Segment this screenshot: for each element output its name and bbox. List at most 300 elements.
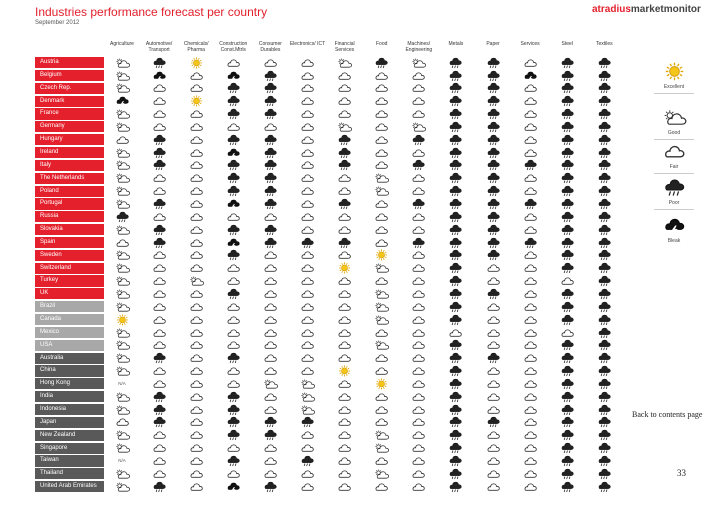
country-label: Czech Rep. (35, 83, 104, 94)
rain-cloud-icon (438, 417, 474, 428)
cloud-icon (364, 275, 400, 286)
storm-cloud-icon (512, 70, 548, 81)
cloud-icon (178, 83, 214, 94)
back-to-contents-link[interactable]: Back to contents page (632, 410, 703, 419)
cloud-icon (290, 57, 326, 68)
rain-cloud-icon (549, 430, 585, 441)
cloud-icon (512, 430, 548, 441)
rain-cloud-icon (438, 198, 474, 209)
rain-cloud-icon (215, 173, 251, 184)
sun-cloud-icon (104, 57, 140, 68)
rain-cloud-icon (438, 160, 474, 171)
cloud-icon (475, 314, 511, 325)
cloud-icon (401, 455, 437, 466)
rain-cloud-icon (141, 481, 177, 492)
cloud-icon (512, 378, 548, 389)
rain-cloud-icon (438, 288, 474, 299)
sun-cloud-icon (104, 340, 140, 351)
cloud-icon (512, 121, 548, 132)
country-label: Ireland (35, 147, 104, 158)
rain-cloud-icon (215, 108, 251, 119)
cloud-icon (252, 353, 288, 364)
country-label: Spain (35, 237, 104, 248)
cloud-icon (401, 404, 437, 415)
rain-cloud-icon (141, 198, 177, 209)
rain-cloud-icon (586, 198, 622, 209)
rain-cloud-icon (586, 327, 622, 338)
cloud-icon (327, 443, 363, 454)
sun-cloud-icon (104, 391, 140, 402)
rain-cloud-icon (141, 57, 177, 68)
cloud-icon (252, 340, 288, 351)
rain-cloud-icon (141, 134, 177, 145)
cloud-icon (215, 365, 251, 376)
sun-cloud-icon (104, 353, 140, 364)
cloud-icon (327, 288, 363, 299)
rain-cloud-icon (438, 455, 474, 466)
cloud-icon (475, 391, 511, 402)
rain-cloud-icon (549, 250, 585, 261)
storm-cloud-icon (215, 147, 251, 158)
rain-cloud-icon (401, 237, 437, 248)
cloud-icon (475, 263, 511, 274)
cloud-icon (178, 340, 214, 351)
rain-cloud-icon (586, 108, 622, 119)
cloud-icon (364, 160, 400, 171)
legend-divider (654, 209, 694, 210)
rain-cloud-icon (586, 160, 622, 171)
cloud-icon (178, 134, 214, 145)
sun-cloud-icon (364, 288, 400, 299)
cloud-icon (290, 365, 326, 376)
cloud-icon (290, 314, 326, 325)
rain-cloud-icon (438, 173, 474, 184)
cloud-icon (512, 468, 548, 479)
cloud-icon (512, 443, 548, 454)
sun-cloud-icon (364, 186, 400, 197)
rain-cloud-icon (141, 147, 177, 158)
rain-cloud-icon (141, 353, 177, 364)
cloud-icon (252, 275, 288, 286)
rain-cloud-icon (549, 263, 585, 274)
sun-cloud-icon (104, 468, 140, 479)
cloud-icon (401, 468, 437, 479)
cloud-icon (141, 327, 177, 338)
cloud-icon (475, 301, 511, 312)
cloud-icon (512, 391, 548, 402)
cloud-icon (475, 327, 511, 338)
cloud-icon (549, 275, 585, 286)
cloud-icon (178, 391, 214, 402)
rain-cloud-icon (215, 250, 251, 261)
rain-cloud-icon (586, 224, 622, 235)
cloud-icon (401, 108, 437, 119)
rain-cloud-icon (549, 173, 585, 184)
rain-cloud-icon (438, 391, 474, 402)
cloud-icon (215, 327, 251, 338)
rain-cloud-icon (586, 378, 622, 389)
cloud-icon (364, 108, 400, 119)
country-label: Australia (35, 353, 104, 364)
rain-cloud-icon (549, 288, 585, 299)
rain-cloud-icon (364, 57, 400, 68)
sun-icon (178, 96, 214, 107)
cloud-icon (401, 327, 437, 338)
cloud-icon (178, 250, 214, 261)
country-label: Austria (35, 57, 104, 68)
cloud-icon (512, 353, 548, 364)
cloud-icon (327, 353, 363, 364)
rain-cloud-icon (438, 134, 474, 145)
cloud-icon (290, 250, 326, 261)
page-number: 33 (677, 468, 686, 478)
storm-cloud-icon (104, 96, 140, 107)
rain-cloud-icon (438, 70, 474, 81)
rain-cloud-icon (327, 160, 363, 171)
country-label: Taiwan (35, 455, 104, 466)
sun-cloud-icon (104, 275, 140, 286)
rain-cloud-icon (549, 378, 585, 389)
sun-cloud-icon (104, 160, 140, 171)
cloud-icon (252, 468, 288, 479)
rain-cloud-icon (438, 301, 474, 312)
rain-cloud-icon (475, 186, 511, 197)
sun-cloud-icon (290, 404, 326, 415)
rain-cloud-icon (549, 365, 585, 376)
cloud-icon (475, 430, 511, 441)
cloud-icon (290, 327, 326, 338)
cloud-icon (252, 250, 288, 261)
rain-cloud-icon (475, 57, 511, 68)
cloud-icon (364, 224, 400, 235)
rain-cloud-icon (215, 186, 251, 197)
cloud-icon (290, 443, 326, 454)
country-label: Japan (35, 417, 104, 428)
rain-cloud-icon (549, 147, 585, 158)
country-label: Slovakia (35, 224, 104, 235)
legend-divider (654, 139, 694, 140)
industry-header: Steel (561, 41, 573, 47)
rain-cloud-icon (475, 160, 511, 171)
cloud-icon (512, 134, 548, 145)
cloud-icon (178, 468, 214, 479)
rain-cloud-icon (252, 70, 288, 81)
sun-cloud-icon (290, 378, 326, 389)
cloud-icon (178, 481, 214, 492)
rain-cloud-icon (586, 443, 622, 454)
storm-cloud-icon (215, 198, 251, 209)
cloud-icon (327, 83, 363, 94)
cloud-icon (512, 327, 548, 338)
rain-cloud-icon (475, 211, 511, 222)
cloud-icon (290, 468, 326, 479)
cloud-icon (290, 275, 326, 286)
cloud-icon (290, 186, 326, 197)
sun-cloud-icon (364, 263, 400, 274)
rain-cloud-icon (438, 250, 474, 261)
rain-cloud-icon (252, 237, 288, 248)
na-label: N/A (118, 381, 126, 387)
cloud-icon (178, 211, 214, 222)
page-title: Industries performance forecast per country (35, 5, 268, 19)
cloud-icon (327, 417, 363, 428)
rain-cloud-icon (215, 417, 251, 428)
rain-cloud-icon (290, 455, 326, 466)
cloud-icon (141, 365, 177, 376)
rain-cloud-icon (438, 108, 474, 119)
cloud-icon (252, 263, 288, 274)
cloud-icon (475, 340, 511, 351)
cloud-icon (401, 211, 437, 222)
rain-cloud-icon (549, 224, 585, 235)
logo-rest: marketmonitor (630, 4, 701, 15)
rain-cloud-icon (586, 430, 622, 441)
cloud-icon (141, 340, 177, 351)
sun-cloud-icon (290, 391, 326, 402)
cloud-icon (290, 134, 326, 145)
rain-cloud-icon (475, 250, 511, 261)
cloud-icon (512, 417, 548, 428)
country-label: France (35, 108, 104, 119)
cloud-icon (252, 57, 288, 68)
cloud-icon (512, 147, 548, 158)
rain-cloud-icon (586, 365, 622, 376)
cloud-icon (290, 121, 326, 132)
rain-cloud-icon (549, 314, 585, 325)
cloud-icon (290, 263, 326, 274)
rain-cloud-icon (586, 83, 622, 94)
legend-label: Fair (669, 164, 679, 170)
cloud-icon (252, 365, 288, 376)
rain-cloud-icon (327, 237, 363, 248)
cloud-icon (512, 404, 548, 415)
logo-bold: atradius (592, 4, 631, 15)
rain-cloud-icon (586, 211, 622, 222)
cloud-icon (401, 365, 437, 376)
cloud-icon (141, 301, 177, 312)
cloud-icon (252, 455, 288, 466)
sun-cloud-icon (104, 430, 140, 441)
rain-cloud-icon (438, 404, 474, 415)
cloud-icon (364, 83, 400, 94)
country-label: Denmark (35, 96, 104, 107)
rain-cloud-icon (586, 391, 622, 402)
rain-cloud-icon (549, 481, 585, 492)
cloud-icon (401, 147, 437, 158)
country-label: Thailand (35, 468, 104, 479)
cloud-icon (512, 108, 548, 119)
country-label: The Netherlands (35, 173, 104, 184)
rain-cloud-icon (586, 301, 622, 312)
cloud-icon (178, 160, 214, 171)
country-label: New Zealand (35, 430, 104, 441)
rain-cloud-icon (475, 108, 511, 119)
cloud-icon (401, 186, 437, 197)
rain-cloud-icon (475, 173, 511, 184)
rain-cloud-icon (475, 96, 511, 107)
rain-cloud-icon (549, 417, 585, 428)
cloud-icon (475, 378, 511, 389)
cloud-icon (512, 275, 548, 286)
sun-icon (327, 365, 363, 376)
rain-cloud-icon (438, 275, 474, 286)
cloud-icon (290, 340, 326, 351)
rain-cloud-icon (475, 121, 511, 132)
rain-cloud-icon (252, 96, 288, 107)
storm-cloud-icon (215, 70, 251, 81)
cloud-icon (104, 134, 140, 145)
sun-cloud-icon (104, 288, 140, 299)
rain-cloud-icon (549, 70, 585, 81)
cloud-icon (141, 96, 177, 107)
rain-cloud-icon (586, 250, 622, 261)
country-label: Turkey (35, 275, 104, 286)
cloud-icon (512, 314, 548, 325)
cloud-icon (252, 443, 288, 454)
rain-cloud-icon (438, 83, 474, 94)
sun-icon (364, 250, 400, 261)
industry-header: Electronics/ ICT (289, 41, 326, 47)
sun-icon (327, 263, 363, 274)
rain-cloud-icon (586, 353, 622, 364)
rain-cloud-icon (252, 134, 288, 145)
cloud-icon (178, 417, 214, 428)
rain-cloud-icon (252, 198, 288, 209)
cloud-icon (401, 275, 437, 286)
legend-divider (654, 93, 694, 94)
rain-cloud-icon (401, 160, 437, 171)
rain-cloud-icon (252, 481, 288, 492)
cloud-icon (364, 404, 400, 415)
country-label: Switzerland (35, 263, 104, 274)
cloud-icon (327, 327, 363, 338)
rain-cloud-icon (215, 288, 251, 299)
cloud-icon (141, 83, 177, 94)
cloud-icon (549, 327, 585, 338)
cloud-icon (364, 481, 400, 492)
cloud-icon (475, 275, 511, 286)
rain-cloud-icon (549, 237, 585, 248)
rain-cloud-icon (327, 134, 363, 145)
rain-cloud-icon (512, 198, 548, 209)
country-label: Sweden (35, 250, 104, 261)
sun-cloud-icon (327, 121, 363, 132)
cloud-icon (401, 391, 437, 402)
sun-cloud-icon (104, 186, 140, 197)
cloud-icon (215, 378, 251, 389)
industry-header: Metals (448, 41, 464, 47)
rain-cloud-icon (141, 224, 177, 235)
sun-cloud-icon (364, 314, 400, 325)
rain-cloud-icon (475, 353, 511, 364)
cloud-icon (141, 250, 177, 261)
country-label: Portugal (35, 198, 104, 209)
rain-cloud-icon (549, 108, 585, 119)
cloud-icon (290, 198, 326, 209)
cloud-icon (290, 430, 326, 441)
rain-cloud-icon (475, 417, 511, 428)
na-label: N/A (118, 458, 126, 464)
rain-cloud-icon (252, 186, 288, 197)
storm-cloud-icon (215, 237, 251, 248)
sun-cloud-icon (364, 430, 400, 441)
sun-cloud-icon (364, 443, 400, 454)
cloud-icon (178, 108, 214, 119)
cloud-icon (475, 468, 511, 479)
cloud-icon (512, 83, 548, 94)
rain-cloud-icon (586, 340, 622, 351)
industry-header: Chemicals/ Pharma (183, 41, 209, 53)
cloud-icon (401, 173, 437, 184)
rain-cloud-icon (327, 198, 363, 209)
industry-header: Agriculture (110, 41, 134, 47)
cloud-icon (475, 404, 511, 415)
cloud-icon (327, 404, 363, 415)
rain-cloud-icon (586, 70, 622, 81)
cloud-icon (141, 275, 177, 286)
cloud-icon (512, 173, 548, 184)
rain-cloud-icon (141, 237, 177, 248)
cloud-icon (401, 288, 437, 299)
cloud-icon (290, 83, 326, 94)
cloud-icon (401, 417, 437, 428)
rain-cloud-icon (215, 224, 251, 235)
rain-cloud-icon (549, 160, 585, 171)
industry-header: Construction Const.Mtrls (219, 41, 248, 53)
cloud-icon (290, 96, 326, 107)
rating-na (104, 378, 140, 389)
rain-cloud-icon (475, 224, 511, 235)
sun-cloud-icon (364, 301, 400, 312)
cloud-icon (364, 96, 400, 107)
cloud-icon (364, 121, 400, 132)
cloud-icon (327, 224, 363, 235)
cloud-icon (401, 430, 437, 441)
cloud-icon (104, 237, 140, 248)
cloud-icon (401, 83, 437, 94)
rain-cloud-icon (475, 83, 511, 94)
sun-cloud-icon (401, 121, 437, 132)
rain-cloud-icon (215, 96, 251, 107)
cloud-icon (178, 121, 214, 132)
rain-cloud-icon (438, 224, 474, 235)
rain-cloud-icon (438, 468, 474, 479)
rain-cloud-icon (438, 365, 474, 376)
country-label: Canada (35, 314, 104, 325)
cloud-icon (141, 211, 177, 222)
rain-cloud-icon (438, 314, 474, 325)
cloud-icon (290, 173, 326, 184)
cloud-icon (178, 237, 214, 248)
cloud-icon (364, 237, 400, 248)
rain-cloud-icon (549, 301, 585, 312)
cloud-icon (364, 391, 400, 402)
rain-cloud-icon (549, 186, 585, 197)
storm-cloud-icon (215, 481, 251, 492)
cloud-icon (215, 340, 251, 351)
cloud-icon (401, 301, 437, 312)
rain-cloud-icon (401, 198, 437, 209)
cloud-icon (327, 378, 363, 389)
rain-cloud-icon (215, 455, 251, 466)
sun-cloud-icon (104, 108, 140, 119)
cloud-icon (364, 327, 400, 338)
cloud-icon (512, 288, 548, 299)
cloud-icon (364, 70, 400, 81)
rain-cloud-icon (475, 70, 511, 81)
rain-cloud-icon (549, 57, 585, 68)
rain-cloud-icon (252, 417, 288, 428)
